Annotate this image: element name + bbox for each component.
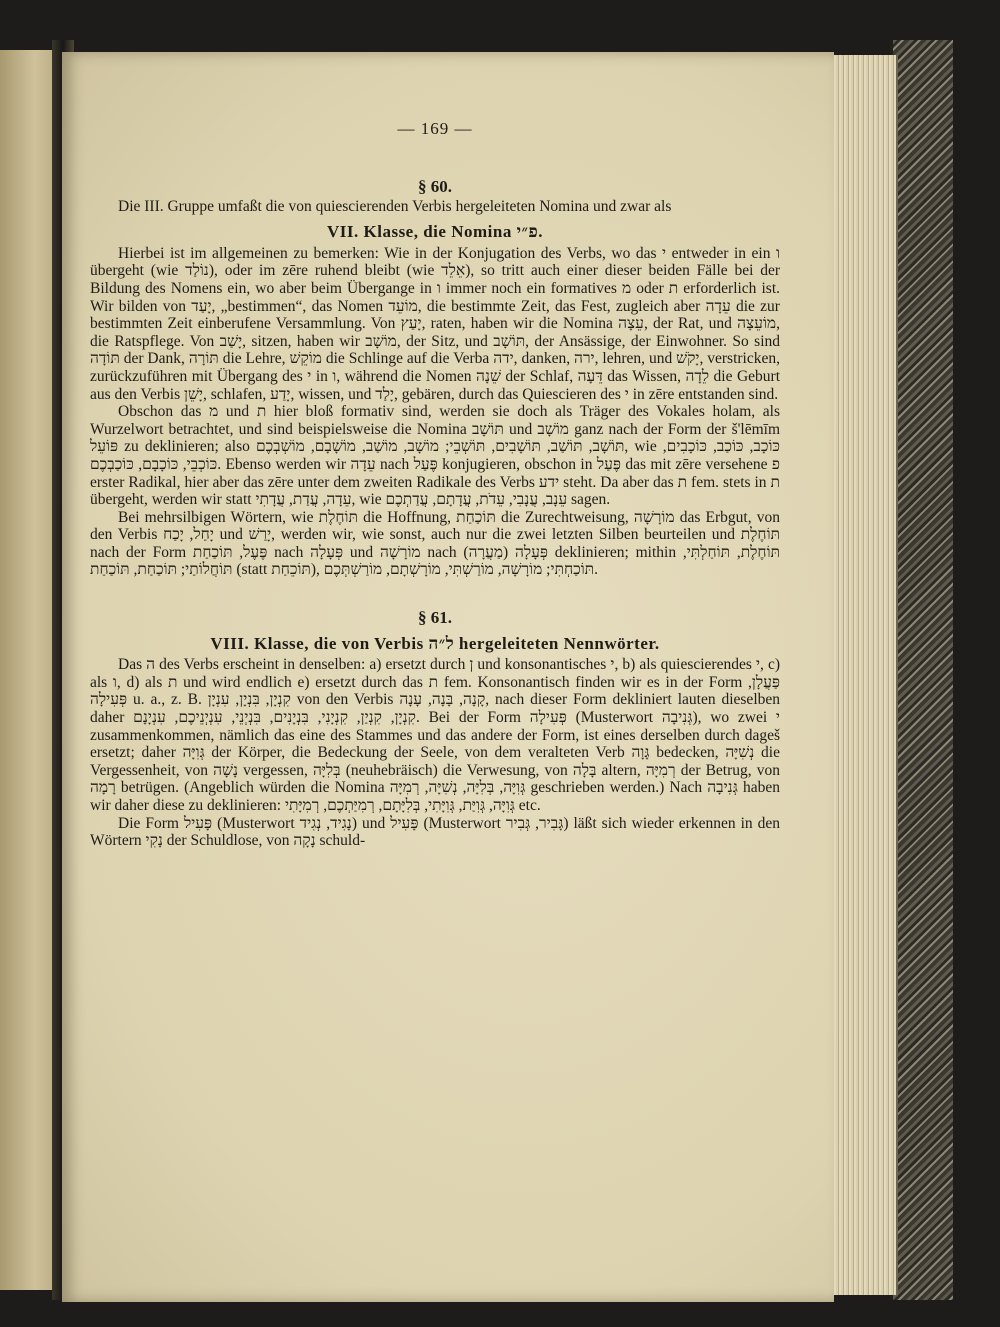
section-60-paragraph-3: Bei mehrsilbigen Wörtern, wie תּוֹחֶלֶת die Hoffnung, תּוֹכַחַת die Zurechtweisung, מוֹרָשָׁה das Erbgut, von den Verbis יָחַל, יָכַח und יָרַשׁ, werden wir, wie sonst, auch nur die zwei letzten Silben beurteilen und תּוֹחֶלֶת nach der Form פֶּעֶל, תּוֹכַחַת nach פְּעָלָה und מוֹרָשָׁה nach פְּעָלָה (מַעֲרָה) deklinieren; mithin תּוֹחֶלֶת, תּוֹחַלְתִּי, תּוֹחֲלוֹתַי; תּוֹכַחַת, תּוֹכַחַת (statt תּוֹכֵחַת), תּוֹכַחְתִּי; מוֹרָשָׁה, מוֹרַשְׁתִּי, מוֹרָשְׁתָם, מוֹרַשְׁתְּכֶם. [90,508,781,579]
page-block-edges [826,55,898,1295]
left-page-edge [0,50,58,1290]
marbled-cover-edge [890,40,953,1300]
section-61-heading: § 61. [418,608,452,628]
section-60-paragraph-2: Obschon das מ und ת hier bloß formativ sind, werden sie doch als Träger des Vokales holam, als Wurzelwort betrachtet, und sind beispielsweise die Nomina תּוֹשָׁב und מוֹשָׁב ganz nach der Form der š'lēmīm פּוֹעֵל zu deklinieren; also תּוֹשָׁב, תּוֹשַׁב, תּוֹשָׁבִים, תּוֹשְׁבֵי; מוֹשָׁב, מוֹשַׁב, מוֹשָׁבָם, מוֹשְׁבְכֶם, wie כּוֹכָב, כּוֹכַב, כּוֹכָבִים, כּוֹכְבֵי, כּוֹכָבָם, כּוֹכַבְכֶם. Ebenso werden wir עֵדָה nach פֶּעַל konjugieren, obschon in פֶּעַל das mit zēre versehene פ erster Radikal, hier aber das zēre unter dem zweiten Radikale des Verbs ידע steht. Da aber das ת fem. stets in ת übergeht, werden wir statt עֵדָה, עֲדַת, עֲדָתִי, wie עֵנָב, עֲנָבִי, עֵדֹת, עֲדָתָם, עֲדַתְכֶם sagen. [90,403,781,509]
section-61-paragraph-1: Das ה des Verbs erscheint in denselben: a) ersetzt durch ן und konsonantisches י, b) als quiescierendes י, c) als ו, d) als ת und wird endlich e) ersetzt durch das ת fem. Konsonantisch finden wir es in der Form פַּעֲלָן, פְּעִילָה u. a., z. B. קִנְיָן, בִּנְיָן, עִנְיָן von den Verbis קָנָה, בָּנָה, עָנָה, nach dieser Form dekliniert lauten dieselben daher קִנְיָן, קִנְיַן, קִנְיָנִי, בִּנְיָנִים, בִּנְיְנֵי, עִנְיְנֵיכֶם, עִנְיָנָם. Bei der Form פְּעִילָה (Musterwort גְּנִיבָה), wo zwei י zusammenkommen, nämlich das eine des Stammes und das andere der Form, ist eines derselben durch dageš ersetzt; daher גְּוִיָּה der Körper, die Bedeckung der Seele, von dem veralteten Verb גָּוָה bedecken, נְשִׁיָּה die Vergessenheit, von נָשָׁה vergessen, בְּלִיָּה (neuhebräisch) die Verwesung, von בָּלָה altern, רְמִיָּה der Betrug, von רָמָה betrügen. (Angeblich würden die Nomina גְּוִיָּה, בְּלִיָּה, נְשִׁיָּה, רְמִיָּה geschrieben werden.) Nach גְּנִיבָה haben wir daher diese zu deklinieren: גְּוִיָּה, גְּוִיַּת, גְּוִיָּתִי, בְּלִיָּתָם, רְמִיַּתְכֶם, רְמִיָּתִי etc. [90,656,781,814]
class-viii-heading: VIII. Klasse, die von Verbis ל״ה hergeleiteten Nennwörter. [210,633,660,653]
book-page [62,52,834,1302]
page-number: — 169 — [397,119,473,138]
section-61-paragraph-2: Die Form פָּעִיל (Musterwort נָגִיד, נְגִיד) und פָּעִיל (Musterwort גָּבִיר, גְּבִיר) läßt sich wieder erkennen in den Wörtern נָקִי der Schuldlose, von נָקָה schuld- [90,814,780,850]
page-text-block [90,119,781,850]
section-60-paragraph-1: Hierbei ist im allgemeinen zu bemerken: Wie in der Konjugation des Verbs, wo das י entweder in ein ו übergeht (wie נוֹלַד), oder im zēre ruhend bleibt (wie אֵלֵד), so tritt auch einer dieser beiden Fälle bei der Bildung des Nomens ein, wo aber beim Übergange in ו immer noch ein formatives מ oder ת erforderlich ist. Wir bilden von יָעַד, „bestimmen“, das Nomen מוֹעֵד, die bestimmte Zeit, das Fest, zugleich aber עֵדָה die zur bestimmten Zeit einberufene Versammlung. Von יָעַץ, raten, haben wir die Nomina עֵצָה, der Rat, und מוֹעֵצָה, die Ratspflege. Von יָשַׁב, sitzen, haben wir מוֹשָׁב, der Sitz, und תּוֹשָׁב, der Ansässige, der Einwohner. So sind תּוֹדָה der Dank, תּוֹרָה die Lehre, מוֹקֵשׁ die Schlinge auf die Verba ידה, danken, ירה, lehren, und יָקֹשׁ, verstricken, zurückzuführen mit Übergang des י in ו, während die Nomen שֵׁנָה der Schlaf, דֵּעָה das Wissen, לֵדָה die Geburt aus den Verbis יָשֵׁן, schlafen, יָדַע, wissen, und יָלַד, gebären, durch das Quiescieren des י in zēre entstanden sind. [90,244,781,403]
section-60-heading: § 60. [418,177,452,196]
section-60-intro: Die III. Gruppe umfaßt die von quiescierenden Verbis hergeleiteten Nomina und zwar als [118,197,672,215]
class-vii-heading: VII. Klasse, die Nomina פ״י. [327,222,543,242]
